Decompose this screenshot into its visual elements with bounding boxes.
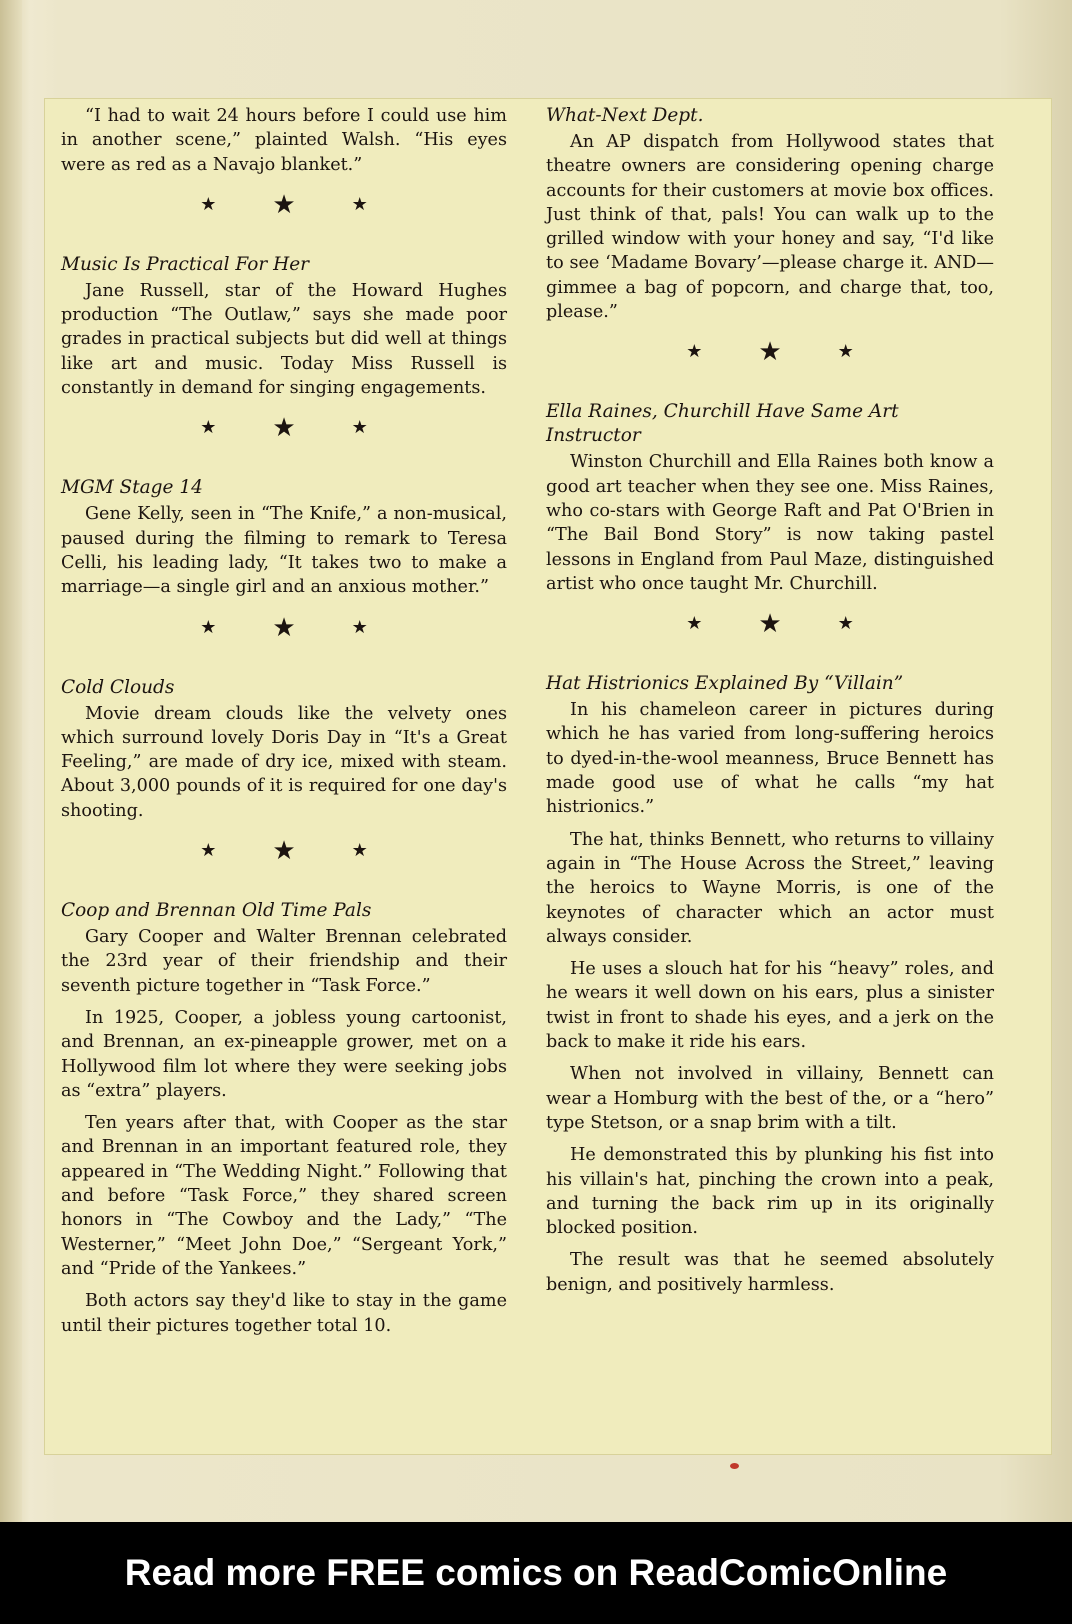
article-paragraph: Winston Churchill and Ella Raines both know a good art teacher when they see one. Miss Raines, who co-stars with George Raft and Pat O'Brien in “The Bail Bond Story” is now taking pastel lessons in England from Paul Maze, distinguished artist who once taught Mr. Churchill.	[546, 452, 994, 594]
article-paragraph: In 1925, Cooper, a jobless young cartoonist, and Brennan, an ex-pineapple grower, met on a Hollywood film lot where they were seeking jobs as “extra” players.	[61, 1007, 507, 1101]
star-icon: ★	[200, 193, 217, 215]
star-icon: ★	[200, 616, 217, 638]
promo-banner[interactable]: Read more FREE comics on ReadComicOnline	[0, 1522, 1072, 1624]
star-icon: ★	[351, 193, 368, 215]
article-paragraph: An AP dispatch from Hollywood states that theatre owners are considering opening charge accounts for their customers at movie box offices. Just think of that, pals! You can walk up to the grilled window with your honey and say, “I'd like to see ‘Madame Bovary’—please charge it. AND—gimmee a bag of popcorn, and charge that, too, please.”	[546, 132, 994, 323]
star-icon: ★	[351, 840, 368, 862]
ink-smudge	[730, 1463, 739, 1469]
left-column	[61, 104, 507, 1346]
star-icon: ★	[686, 613, 703, 635]
article-paragraph: In his chameleon career in pictures during which he has varied from long-suffering heroics to dyed-in-the-wool meanness, Bruce Bennett has made good use of what he calls “my hat histrionics.”	[546, 700, 994, 818]
star-icon: ★	[272, 836, 296, 867]
article-paragraph: Gary Cooper and Walter Brennan celebrated the 23rd year of their friendship and their seventh picture together in “Task Force.”	[61, 927, 507, 996]
star-icon: ★	[200, 417, 217, 439]
star-separator	[546, 609, 994, 642]
star-icon: ★	[758, 337, 782, 368]
section-heading: MGM Stage 14	[61, 477, 203, 499]
star-icon: ★	[272, 189, 296, 220]
star-separator	[61, 612, 507, 646]
section-heading: Ella Raines, Churchill Have Same Art Instructor	[546, 401, 899, 447]
star-icon: ★	[351, 417, 368, 439]
article-paragraph: When not involved in villainy, Bennett can wear a Homburg with the best of the, or a “hero” type Stetson, or a snap brim with a tilt.	[546, 1064, 994, 1133]
right-column	[546, 104, 994, 1305]
star-separator	[61, 836, 507, 869]
star-icon: ★	[200, 840, 217, 862]
star-icon: ★	[837, 613, 854, 635]
section-heading: Hat Histrionics Explained By “Villain”	[546, 673, 904, 695]
article-paragraph: Ten years after that, with Cooper as the star and Brennan in an important featured role, they appeared in “The Wedding Night.” Following that and before “Task Force,” they shared screen honors in “The Cowboy and the Lady,” “The Westerner,” “Meet John Doe,” “Sergeant York,” and “Pride of the Yankees.”	[61, 1113, 507, 1279]
article-paragraph: The hat, thinks Bennett, who returns to villainy again in “The House Across the Street,” leaving the heroics to Wayne Morris, is one of the keynotes of character which an actor must always consider.	[546, 829, 994, 947]
star-icon: ★	[686, 341, 703, 363]
article-paragraph: He demonstrated this by plunking his fist into his villain's hat, pinching the crown into a peak, and turning the back rim up in its originally blocked position.	[546, 1145, 994, 1239]
star-icon: ★	[272, 612, 296, 643]
intro-paragraph: “I had to wait 24 hours before I could use him in another scene,” plainted Walsh. “His eyes were as red as a Navajo blanket.”	[61, 106, 507, 175]
article-paragraph: Movie dream clouds like the velvety ones which surround lovely Doris Day in “It's a Great Feeling,” are made of dry ice, mixed with steam. About 3,000 pounds of it is required for one day's shooting.	[61, 703, 507, 821]
star-separator	[61, 189, 507, 223]
star-icon: ★	[837, 341, 854, 363]
article-paragraph: He uses a slouch hat for his “heavy” roles, and he wears it well down on his ears, plus a sinister twist in front to shade his eyes, and a jerk on the back to make it ride his ears.	[546, 959, 994, 1053]
star-separator	[546, 337, 994, 370]
article-paragraph: Jane Russell, star of the Howard Hughes production “The Outlaw,” says she made poor grades in practical subjects but did well at things like art and music. Today Miss Russell is constantly in demand for singing engagements.	[61, 280, 507, 399]
page-spine	[0, 0, 22, 1522]
star-separator	[61, 413, 507, 446]
article-paragraph: Gene Kelly, seen in “The Knife,” a non-musical, paused during the filming to remark to Teresa Celli, his leading lady, “It takes two to make a marriage—a single girl and an anxious mother.”	[61, 504, 507, 598]
section-heading: Coop and Brennan Old Time Pals	[61, 900, 372, 922]
article-paragraph: The result was that he seemed absolutely benign, and positively harmless.	[546, 1250, 994, 1295]
star-icon: ★	[351, 616, 368, 638]
section-heading: Music Is Practical For Her	[61, 253, 310, 275]
article-paragraph: Both actors say they'd like to stay in the game until their pictures together total 10.	[61, 1291, 507, 1336]
section-heading: What-Next Dept.	[546, 105, 704, 126]
star-icon: ★	[758, 609, 782, 640]
section-heading: Cold Clouds	[61, 676, 175, 698]
star-icon: ★	[272, 413, 296, 444]
